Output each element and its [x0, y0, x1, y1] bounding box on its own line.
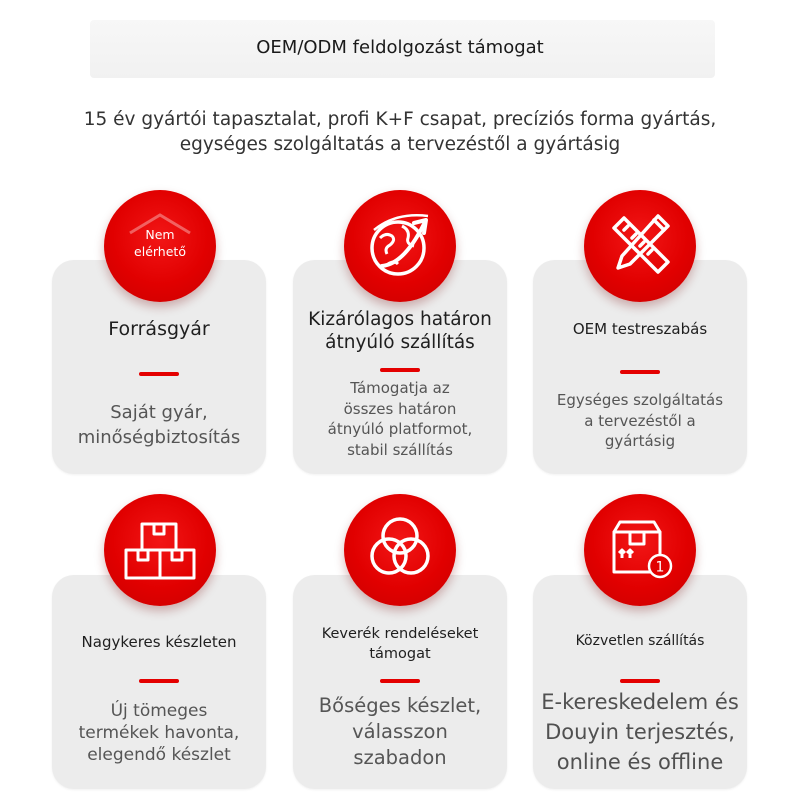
card-divider: [380, 679, 420, 683]
card-title: OEM testreszabás: [572, 320, 708, 338]
card-description: Új tömeges termékek havonta, elegendő készlet: [78, 701, 240, 765]
feature-icon-circle: [104, 494, 216, 606]
card-description: Egységes szolgáltatás a tervezéstől a gyártásig: [556, 391, 724, 450]
stacked-boxes-icon: [104, 494, 216, 606]
pencil-ruler-icon: [584, 190, 696, 302]
feature-icon-circle: [584, 190, 696, 302]
feature-icon-circle: [584, 494, 696, 606]
overlapping-circles-icon: [344, 494, 456, 606]
feature-icon-circle: [344, 190, 456, 302]
intro-text: [0, 107, 800, 157]
not-available-label: Nem elérhető: [134, 227, 186, 259]
card-title: Forrásgyár: [108, 318, 210, 340]
card-divider: [139, 372, 179, 376]
feature-card-wholesale-stock: [52, 575, 266, 789]
card-divider: [139, 679, 179, 683]
card-divider: [620, 370, 660, 374]
card-title: Kizárólagos határon átnyúló szállítás: [308, 309, 492, 353]
card-divider: [620, 679, 660, 683]
card-title: Közvetlen szállítás: [575, 633, 705, 649]
page-title: OEM/ODM feldolgozást támogat: [256, 37, 544, 58]
feature-card-mixed-orders: [293, 575, 507, 789]
feature-icon-circle: [344, 494, 456, 606]
card-description: Bőséges készlet, válasszon szabadon: [318, 694, 482, 769]
globe-arrow-icon: [344, 190, 456, 302]
feature-card-direct-shipping: [533, 575, 747, 789]
intro-line: egységes szolgáltatás a tervezéstől a gyártásig: [179, 134, 621, 155]
card-divider: [380, 368, 420, 372]
package-one-icon: [584, 494, 696, 606]
card-description: E-kereskedelem és Douyin terjesztés, online és offline: [541, 690, 739, 774]
card-description: Támogatja az összes határon átnyúló platformot, stabil szállítás: [327, 379, 473, 459]
card-title: Nagykeres készleten: [81, 633, 237, 651]
image-not-available-placeholder: [104, 190, 216, 302]
card-description: Saját gyár, minőségbiztosítás: [77, 402, 241, 448]
svg-text:1: 1: [655, 559, 665, 576]
card-title: Keverék rendeléseket támogat: [321, 626, 479, 662]
intro-line: 15 év gyártói tapasztalat, profi K+F csapat, precíziós forma gyártás,: [83, 109, 717, 130]
